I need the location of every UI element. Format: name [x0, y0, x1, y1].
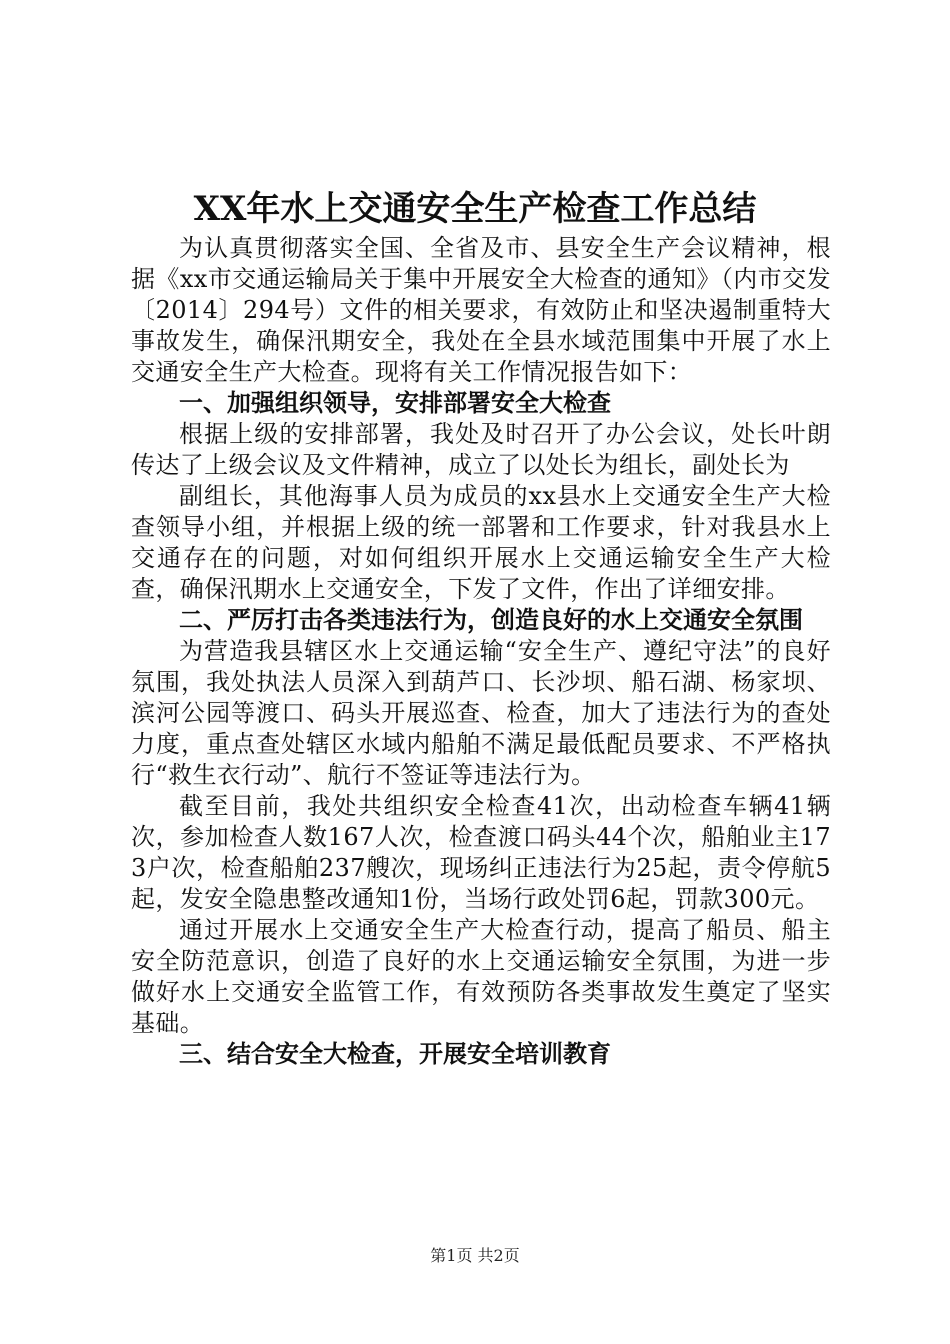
section-heading-2: 二、严厉打击各类违法行为，创造良好的水上交通安全氛围 — [179, 606, 803, 634]
section-1-paragraph-2: 副组长，其他海事人员为成员的xx县水上交通安全生产大检查领导小组，并根据上级的统一部署和工作要求，针对我县水上交通存在的问题，对如何组织开展水上交通运输安全生产大检查，确保汛期水上交通安全，下发了文件，作出了详细安排。 — [131, 482, 831, 603]
section-1-paragraph-1: 根据上级的安排部署，我处及时召开了办公会议，处长叶朗传达了上级会议及文件精神，成立了以处长为组长，副处长为 — [131, 420, 831, 479]
document-title: XX年水上交通安全生产检查工作总结 — [193, 189, 757, 229]
document-body — [131, 233, 831, 1070]
section-heading-3: 三、结合安全大检查，开展安全培训教育 — [179, 1040, 611, 1068]
section-2-paragraph-2: 截至目前，我处共组织安全检查41次，出动检查车辆41辆次，参加检查人数167人次，检查渡口码头44个次，船舶业主173户次，检查船舶237艘次，现场纠正违法行为25起，责令停航5起，发安全隐患整改通知1份，当场行政处罚6起，罚款300元。 — [131, 792, 831, 913]
section-2-paragraph-1: 为营造我县辖区水上交通运输“安全生产、遵纪守法”的良好氛围，我处执法人员深入到葫芦口、长沙坝、船石湖、杨家坝、滨河公园等渡口、码头开展巡查、检查，加大了违法行为的查处力度，重点查处辖区水域内船舶不满足最低配员要求、不严格执行“救生衣行动”、航行不签证等违法行为。 — [131, 637, 831, 789]
intro-paragraph: 为认真贯彻落实全国、全省及市、县安全生产会议精神，根据《xx市交通运输局关于集中开展安全大检查的通知》（内市交发〔2014〕294号）文件的相关要求，有效防止和坚决遏制重特大事故发生，确保汛期安全，我处在全县水域范围集中开展了水上交通安全生产大检查。现将有关工作情况报告如下： — [131, 234, 831, 386]
section-heading-1: 一、加强组织领导，安排部署安全大检查 — [179, 389, 611, 417]
section-2-paragraph-3: 通过开展水上交通安全生产大检查行动，提高了船员、船主安全防范意识，创造了良好的水上交通运输安全氛围，为进一步做好水上交通安全监管工作，有效预防各类事故发生奠定了坚实基础。 — [131, 916, 831, 1037]
page-number-footer: 第1页 共2页 — [430, 1246, 520, 1265]
